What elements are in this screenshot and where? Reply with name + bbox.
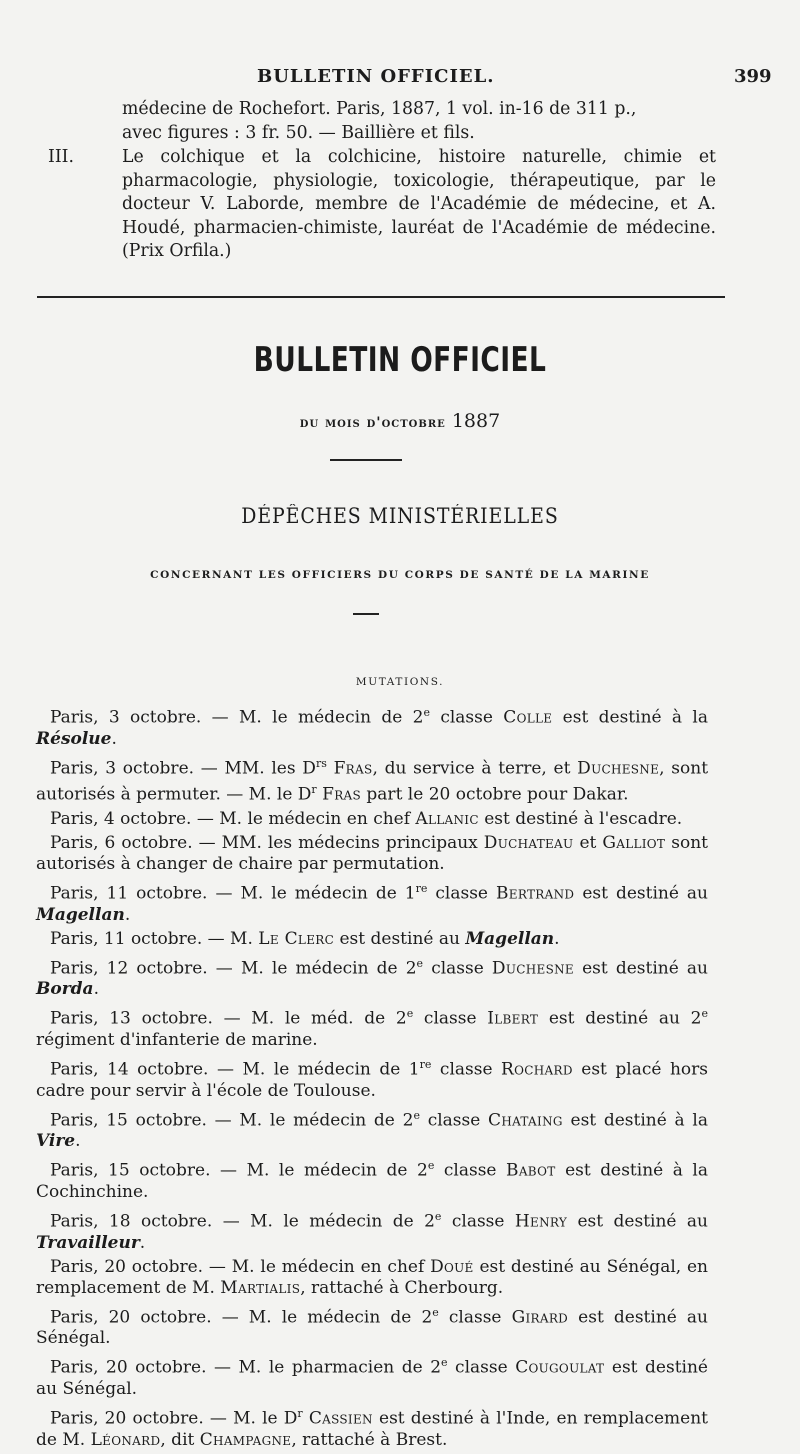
entry-text: Paris, 3 octobre. — MM. les D [50, 758, 316, 779]
bibliography-line: avec figures : 3 fr. 50. — Baillière et fils. [122, 122, 475, 143]
entry-text: est destiné au Sénégal, en remplacement de M. [36, 1256, 709, 1298]
mutation-entry [36, 878, 708, 926]
entry-text: r [311, 783, 317, 797]
mutation-entry [36, 1003, 708, 1051]
entry-text: e [701, 1007, 708, 1021]
person-name: Colle [503, 707, 553, 728]
mutation-entry [36, 1105, 708, 1153]
entry-text: . [554, 928, 560, 949]
entry-text: classe [431, 1059, 502, 1080]
entry-text: est destiné au [334, 928, 466, 949]
entry-text: , rattaché à Cherbourg. [300, 1277, 504, 1298]
entry-text: est destiné à la Cochinchine. [36, 1160, 708, 1202]
bibliography-continuation [122, 98, 712, 145]
running-header [0, 66, 800, 90]
entry-text: classe [434, 1160, 507, 1181]
entry-text: e [432, 1305, 439, 1319]
mutation-entry [36, 833, 708, 875]
person-name: Henry [514, 1211, 568, 1232]
entry-text: Paris, 6 octobre. — MM. les médecins principaux [50, 832, 484, 853]
person-name: Fras [322, 784, 362, 805]
entry-text: , rattaché à Brest. [291, 1429, 448, 1450]
entry-text: est destiné au [574, 883, 708, 904]
entry-text: Paris, 13 octobre. — M. le méd. de 2 [50, 1008, 407, 1029]
section-subtitle: CONCERNANT LES OFFICIERS DU CORPS DE SANTÉ DE LA MARINE [150, 569, 650, 581]
mutation-entries [36, 702, 708, 1454]
entry-text: classe [413, 1008, 488, 1029]
entry-text: Paris, 14 octobre. — M. le médecin de 1 [50, 1059, 420, 1080]
entry-text: . [93, 979, 99, 1000]
entry-text: est destiné à la [552, 707, 708, 728]
mutation-entry [36, 1403, 708, 1451]
person-name: Fras [333, 758, 373, 779]
entry-text: e [413, 1108, 420, 1122]
person-name: Allanic [415, 808, 479, 829]
section-divider [37, 296, 725, 298]
entry-text: est destiné au 2 [538, 1008, 702, 1029]
entry-text: est destiné à la [562, 1110, 708, 1131]
person-name: Le Clerc [258, 928, 335, 949]
entry-text: , du service à terre, et [372, 758, 578, 779]
ship-name: Magellan [465, 928, 555, 949]
section-title: DÉPÊCHES MINISTÉRIELLES [241, 504, 559, 528]
entry-text: sont autorisés à changer de chaire par permutation. [36, 832, 708, 874]
mutation-entry [36, 702, 708, 750]
entry-text: e [406, 1007, 414, 1021]
person-name: Ilbert [487, 1008, 539, 1029]
entry-text: . [124, 904, 131, 925]
entry-text: classe [438, 1307, 512, 1328]
entry-text: classe [419, 1110, 489, 1131]
person-name: Galliot [602, 832, 666, 853]
entry-text: Paris, 3 octobre. — M. le médecin de 2 [50, 707, 424, 728]
person-name: Martialis [220, 1277, 301, 1298]
entry-text: . [139, 1232, 146, 1253]
entry-text: et [573, 832, 603, 853]
mutation-entry [36, 1054, 708, 1102]
entry-text: est destiné au [573, 958, 708, 979]
person-name: Rochard [501, 1059, 573, 1080]
bibliography-line: médecine de Rochefort. Paris, 1887, 1 vol. in-16 de 311 p., [122, 99, 637, 119]
ship-name: Résolue [36, 728, 112, 749]
entry-text: est destiné au Sénégal. [36, 1307, 709, 1349]
person-name: Chataing [488, 1110, 563, 1131]
entry-text: est destiné à l'Inde, en remplacement de M. [36, 1408, 708, 1450]
running-title: BULLETIN OFFICIEL. [257, 66, 495, 87]
mutation-entry [36, 1206, 708, 1254]
tiny-divider [353, 613, 379, 615]
entry-text: Paris, 11 octobre. — M. [50, 928, 259, 949]
page-number: 399 [734, 66, 772, 87]
person-name: Babot [506, 1160, 556, 1181]
entry-text: Paris, 20 octobre. — M. le pharmacien de 2 [50, 1357, 442, 1378]
entry-text: Paris, 20 octobre. — M. le médecin de 2 [50, 1307, 433, 1328]
bulletin-title: BULLETIN OFFICIEL [253, 340, 547, 380]
entry-text: e [423, 706, 430, 719]
entry-text: Paris, 18 octobre. — M. le médecin de 2 [50, 1211, 435, 1232]
entry-text: Paris, 11 octobre. — M. le médecin de 1 [50, 883, 416, 904]
entry-text: classe [429, 707, 504, 728]
person-name: Duchesne [577, 758, 660, 779]
bulletin-subtitle [0, 410, 800, 432]
mutation-entry [36, 1155, 708, 1203]
entry-text: est destiné au Sénégal. [36, 1357, 708, 1399]
entry-text: Paris, 4 octobre. — M. le médecin en chef [50, 808, 416, 829]
subtitle-year: 1887 [451, 410, 501, 432]
entry-text: est placé hors cadre pour servir à l'école de Toulouse. [36, 1059, 708, 1101]
person-name: Girard [511, 1307, 569, 1328]
mutation-entry [36, 1352, 708, 1400]
mutation-entry [36, 753, 708, 806]
mutation-entry [36, 1257, 708, 1299]
entry-text: , dit [160, 1429, 200, 1450]
mutations-heading: MUTATIONS. [355, 676, 445, 688]
entry-text: e [434, 1209, 442, 1223]
entry-text: est destiné à l'escadre. [478, 808, 683, 829]
short-divider [330, 459, 402, 461]
entry-text: Paris, 12 octobre. — M. le médecin de 2 [50, 958, 417, 979]
entry-text: e [416, 956, 424, 970]
entry-text: classe [447, 1357, 516, 1378]
mutation-entry [36, 953, 708, 1001]
subtitle-month: du mois d'octobre [299, 415, 446, 431]
person-name: Cassien [308, 1408, 373, 1429]
item-text: Le colchique et la colchicine, histoire naturelle, chimie et pharmacologie, physiologie, toxicologie, thérapeutique, par le docteur V. Laborde, membre de l'Académie de médecine, et A. Houdé, pharmacien-chimiste, lauréat de l'Académie de médecine. (Prix Orfila.) [122, 147, 716, 261]
entry-text: e [427, 1159, 435, 1173]
entry-text: re [419, 1057, 432, 1071]
entry-text: . [75, 1131, 81, 1152]
entry-text: classe [423, 958, 492, 979]
entry-text: , sont autorisés à permuter. — M. le D [36, 758, 709, 805]
person-name: Bertrand [496, 883, 575, 904]
ship-name: Vire [36, 1131, 76, 1152]
entry-text: part le 20 octobre pour Dakar. [361, 784, 629, 805]
ship-name: Travailleur [36, 1232, 140, 1253]
entry-text: classe [427, 883, 496, 904]
item-number: III. [48, 147, 74, 167]
person-name: Duchateau [483, 832, 574, 853]
person-name: Doué [430, 1256, 474, 1277]
entry-text [327, 758, 334, 778]
entry-text: Paris, 20 octobre. — M. le médecin en chef [50, 1256, 431, 1277]
person-name: Léonard [90, 1429, 161, 1450]
entry-text: régiment d'infanterie de marine. [36, 1029, 318, 1050]
entry-text: re [415, 881, 428, 895]
entry-text: rs [315, 756, 327, 770]
entry-text: classe [441, 1211, 515, 1232]
entry-text: . [111, 728, 117, 749]
mutation-entry [36, 809, 708, 830]
entry-text: est destiné au [567, 1211, 708, 1232]
person-name: Champagne [199, 1429, 292, 1450]
entry-text: Paris, 20 octobre. — M. le D [50, 1408, 298, 1429]
mutation-entry [36, 1302, 708, 1350]
ship-name: Magellan [36, 904, 125, 925]
mutation-entry [36, 929, 708, 950]
entry-text: e [441, 1356, 448, 1370]
ship-name: Borda [36, 979, 94, 1000]
person-name: Cougoulat [515, 1357, 605, 1378]
entry-text: Paris, 15 octobre. — M. le médecin de 2 [50, 1110, 414, 1131]
person-name: Duchesne [491, 958, 574, 979]
entry-text: r [297, 1406, 303, 1420]
entry-text: Paris, 15 octobre. — M. le médecin de 2 [50, 1160, 428, 1181]
